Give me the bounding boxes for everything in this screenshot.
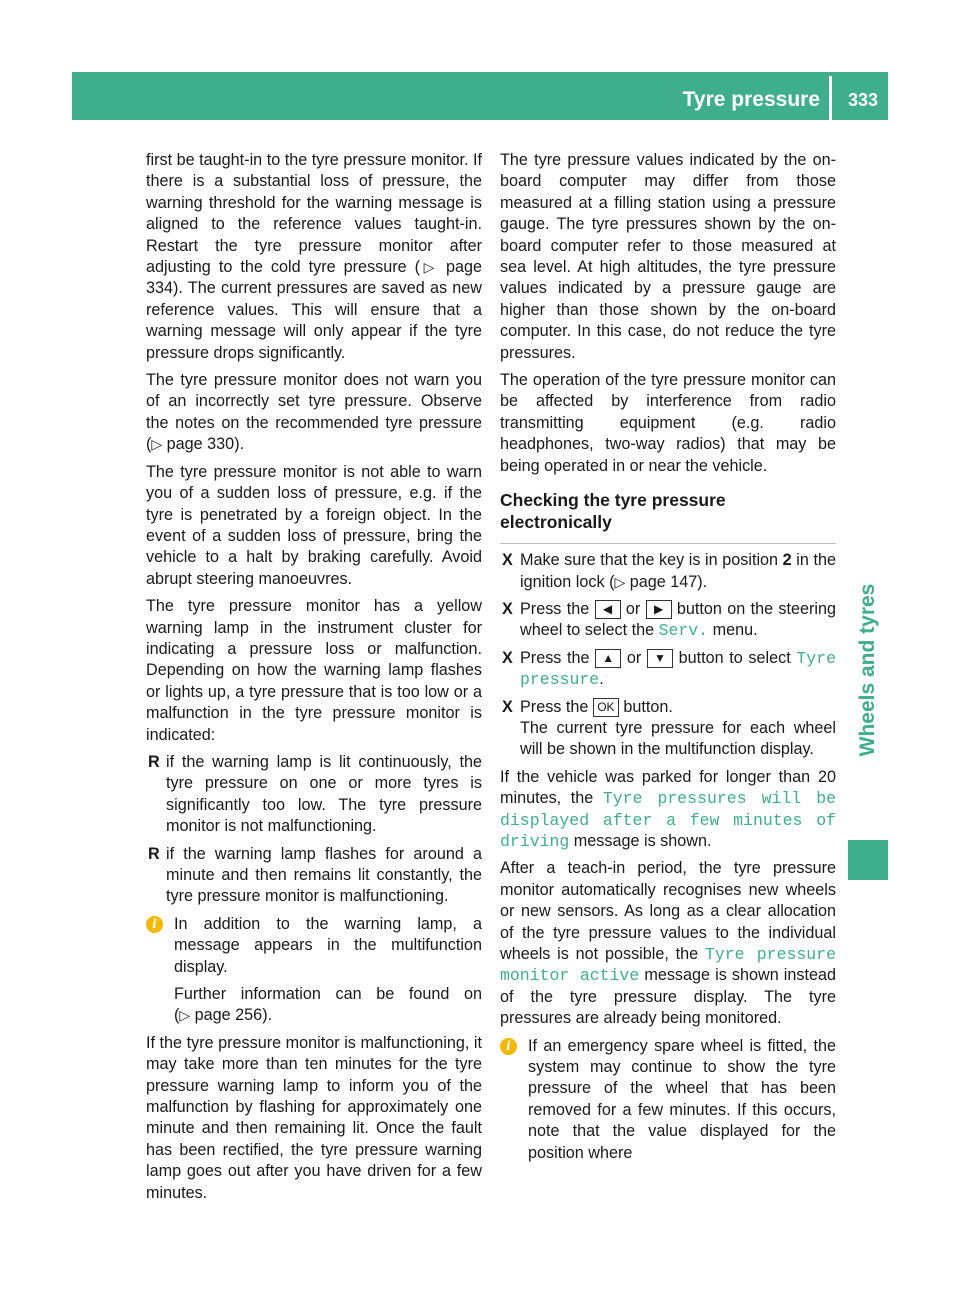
step-arrow-icon: X (502, 648, 513, 667)
paragraph: If the vehicle was parked for longer than 20 minutes, the Tyre pressures will be displayed after a few minutes of driving message is shown. (500, 767, 836, 851)
section-heading: Checking the tyre pressure electronically (500, 489, 836, 544)
page-ref-icon: ▷ (179, 1007, 191, 1024)
list-item: R if the warning lamp is lit continuously, the tyre pressure on one or more tyres is significantly too low. The tyre pressure monitor is not malfunctioning. (148, 752, 482, 836)
step-item: X Press the ◀ or ▶ button on the steering wheel to select the Serv. menu. (502, 599, 836, 641)
page-ref-link[interactable]: page 147 (629, 572, 698, 591)
page-ref-link[interactable]: page 334 (146, 258, 482, 298)
step-item: X Press the OK button. The current tyre pressure for each wheel will be shown in the multifunction display. (502, 697, 836, 759)
side-tab-label: Wheels and tyres (856, 583, 879, 757)
page-ref-icon: ▷ (614, 573, 626, 590)
list-item: R if the warning lamp flashes for around a minute and then remains lit constantly, the tyre pressure monitor is malfunctioning. (148, 844, 482, 906)
paragraph: The tyre pressure monitor is not able to warn you of a sudden loss of pressure, e.g. if the tyre is penetrated by a foreign object. In the event of a sudden loss of pressure, bring the vehicle to a halt by braking carefully. Avoid abrupt steering manoeuvres. (146, 462, 482, 588)
display-text: Tyre pressure monitor active (500, 945, 836, 986)
info-note: i In addition to the warning lamp, a message appears in the multifunction display. Further information can be found on (▷ page 256). (146, 914, 482, 1027)
paragraph: If the tyre pressure monitor is malfunctioning, it may take more than ten minutes for the tyre pressure warning lamp to inform you of the malfunction by flashing for approximately one minute and then remaining lit. Once the fault has been rectified, the tyre pressure warning lamp goes out after you have driven for a few minutes. (146, 1033, 482, 1202)
step-arrow-icon: X (502, 551, 513, 570)
page-number: 333 (847, 90, 878, 110)
paragraph: The tyre pressure monitor has a yellow warning lamp in the instrument cluster for indicating a pressure loss or malfunction. Depending on how the warning lamp flashes or lights up, a tyre pressure that is too low or a malfunction in the tyre pressure monitor is indicated: (146, 597, 482, 744)
page-ref-link[interactable]: page 256 (194, 1006, 263, 1025)
down-arrow-key-icon: ▼ (647, 649, 673, 668)
bullet-icon: R (148, 844, 160, 863)
right-arrow-key-icon: ▶ (646, 600, 672, 619)
display-text: Tyre pressures will be displayed after a few minutes of driving (500, 789, 836, 851)
step-result: The current tyre pressure for each wheel will be shown in the multifunction display. (520, 718, 836, 759)
paragraph: The tyre pressure monitor does not warn you of an incorrectly set tyre pressure. Observe the notes on the recommended tyre pressure (▷ page 330). (146, 371, 482, 454)
paragraph: The tyre pressure values indicated by the on-board computer may differ from those measured at a filling station using a pressure gauge. The tyre pressures shown by the on-board computer refer to those measured at sea level. At high altitudes, the tyre pressure values indicated by a pressure gauge are higher than those shown by the on-board computer. In this case, do not reduce the tyre pressures. (500, 151, 836, 362)
display-text: Serv. (658, 621, 709, 641)
info-icon: i (500, 1038, 517, 1055)
display-text: Tyre pressure (520, 648, 836, 690)
step-arrow-icon: X (502, 697, 513, 716)
up-arrow-key-icon: ▲ (595, 649, 621, 668)
step-item: X Make sure that the key is in position 2 in the ignition lock (▷ page 147). (502, 551, 836, 591)
right-column (500, 150, 836, 1170)
left-column (146, 150, 482, 1210)
paragraph: The operation of the tyre pressure monitor can be affected by interference from radio transmitting equipment (e.g. radio headphones, two-way radios) that may be being operated in or near the vehicle. (500, 371, 836, 475)
side-tab (848, 540, 888, 800)
page-title: Tyre pressure (682, 88, 820, 111)
side-tab-marker (848, 840, 888, 880)
left-arrow-key-icon: ◀ (595, 600, 621, 619)
header-divider (829, 76, 832, 120)
paragraph: After a teach-in period, the tyre pressure monitor automatically recognises new wheels or new sensors. As long as a clear allocation of the tyre pressure values to the individual wheels is not possible, the Tyre pressure monitor active message is shown instead of the tyre pressure display. The tyre pressures are already being monitored. (500, 859, 836, 1028)
page-ref-link[interactable]: page 330 (166, 435, 235, 454)
ok-key-icon: OK (593, 698, 619, 717)
info-note: i If an emergency spare wheel is fitted, the system may continue to show the tyre pressure of the wheel that has been removed for a few minutes. If this occurs, note that the value displayed for the position where (500, 1036, 836, 1164)
header-bar (72, 72, 888, 120)
page-ref-icon: ▷ (151, 436, 163, 453)
bullet-icon: R (148, 752, 160, 771)
info-icon: i (146, 916, 163, 933)
step-arrow-icon: X (502, 599, 513, 618)
paragraph: first be taught-in to the tyre pressure monitor. If there is a substantial loss of pressure, the warning threshold for the warning message is aligned to the reference values taught-in. Restart the tyre pressure monitor after adjusting to the cold tyre pressure (▷ page 334). The current pressures are saved as new reference values. This will ensure that a warning message will only appear if the tyre pressure drops significantly. (146, 151, 482, 362)
step-item: X Press the ▲ or ▼ button to select Tyre pressure. (502, 648, 836, 690)
page-ref-icon: ▷ (420, 259, 438, 276)
